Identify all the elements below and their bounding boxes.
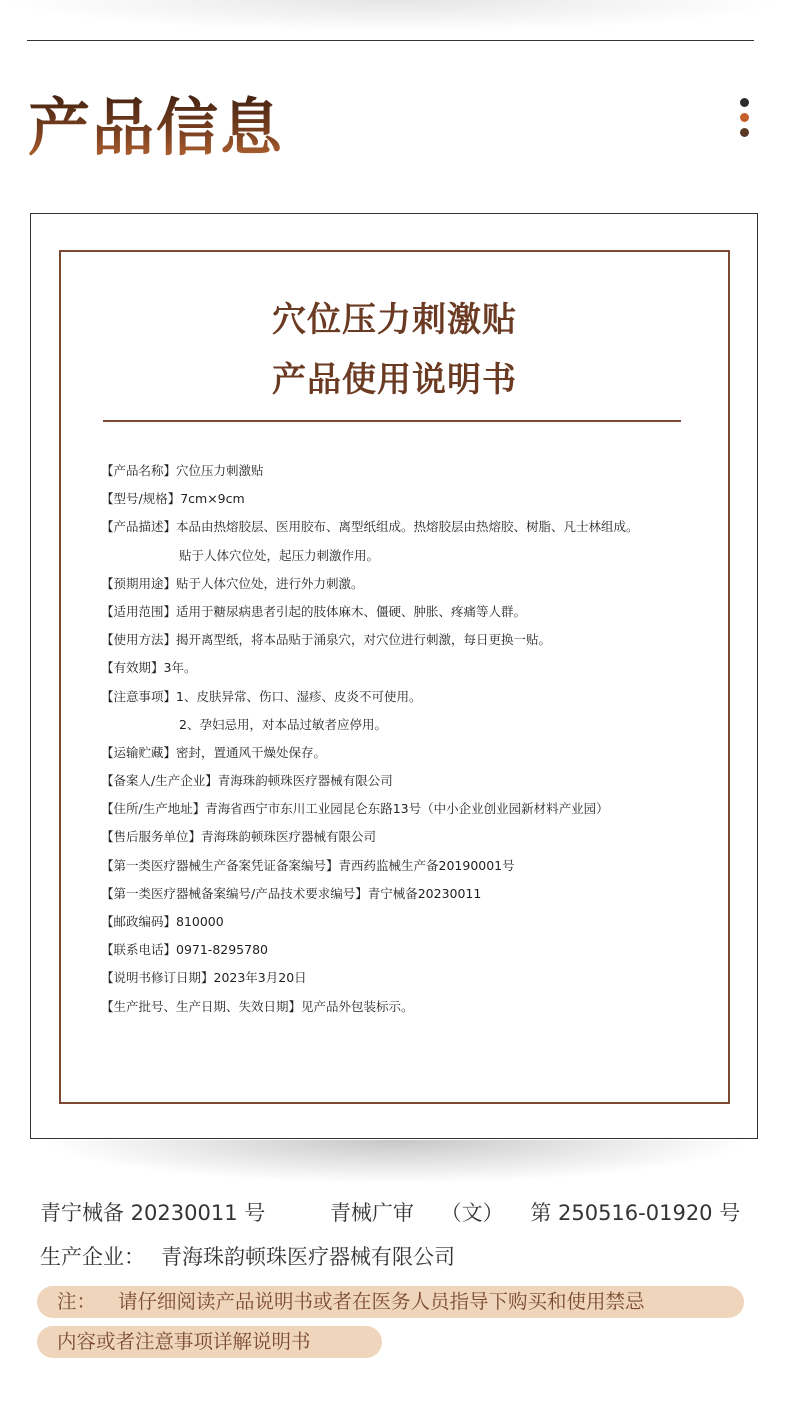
notice-banner-line2 [37,1326,382,1358]
dot-icon [740,128,749,137]
spec-row-address: 【住所/生产地址】青海省西宁市东川工业园昆仑东路13号（中小企业创业园新材料产业园） [101,801,609,817]
spec-row-intended-use: 【预期用途】贴于人体穴位处，进行外力刺激。 [101,575,364,591]
spec-row-model: 【型号/规格】7cm×9cm [101,491,245,507]
manual-spec-list [101,457,711,1021]
spec-row-storage: 【运输贮藏】密封，置通风干燥处保存。 [101,744,327,760]
spec-row-postcode: 【邮政编码】810000 [101,914,224,929]
manual-card [30,213,758,1139]
manual-inner-border [59,250,730,1104]
spec-row-description: 【产品描述】本品由热熔胶层、医用胶布、离型纸组成。热熔胶层由热熔胶、树脂、凡士林组成。 [101,519,639,535]
spec-row-production-filing: 【第一类医疗器械生产备案凭证备案编号】青西药监械生产备20190001号 [101,857,515,873]
manufacturer-label: 生产企业： [40,1245,145,1269]
spec-row-scope: 【适用范围】适用于糖尿病患者引起的肢体麻木、僵硬、肿胀、疼痛等人群。 [101,603,527,619]
spec-row-description-cont: 贴于人体穴位处，起压力刺激作用。 [179,547,380,563]
spec-row-phone: 【联系电话】0971-8295780 [101,942,268,958]
dot-icon [740,113,749,122]
ad-approval-number: 第 250516-01920 号 [530,1201,741,1225]
spec-row-product-name: 【产品名称】穴位压力刺激贴 [101,463,264,478]
card-shadow [30,1140,760,1185]
dot-icon [740,98,749,107]
spec-row-batch-info: 【生产批号、生产日期、失效日期】见产品外包装标示。 [101,998,414,1014]
manufacturer-name: 青海珠韵顿珠医疗器械有限公司 [161,1245,455,1269]
ad-approval-type: （文） [440,1201,504,1225]
spec-row-shelf-life: 【有效期】3年。 [101,660,197,676]
spec-row-registrant: 【备案人/生产企业】青海珠韵顿珠医疗器械有限公司 [101,773,393,789]
spec-row-precautions-cont: 2、孕妇忌用，对本品过敏者应停用。 [179,716,387,732]
spec-row-revision-date: 【说明书修订日期】2023年3月20日 [101,970,307,986]
more-options-icon [740,98,750,143]
filing-number: 青宁械备 20230011 号 [40,1201,266,1225]
spec-row-precautions: 【注意事项】1、皮肤异常、伤口、湿疹、皮炎不可使用。 [101,688,422,704]
notice-banner-line1 [37,1286,744,1318]
manual-title-divider [103,420,681,422]
manual-title-line2: 产品使用说明书 [272,360,517,400]
spec-row-usage: 【使用方法】揭开离型纸，将本品贴于涌泉穴，对穴位进行刺激，每日更换一贴。 [101,632,552,648]
registration-line [40,1197,740,1227]
top-shadow [0,0,790,32]
spec-row-device-filing: 【第一类医疗器械备案编号/产品技术要求编号】青宁械备20230011 [101,885,482,901]
notice-text-line1: 请仔细阅读产品说明书或者在医务人员指导下购买和使用禁忌 [118,1290,645,1313]
spec-row-after-sales: 【售后服务单位】青海珠韵顿珠医疗器械有限公司 [101,829,377,845]
notice-text-line2: 内容或者注意事项详解说明书 [57,1330,311,1353]
ad-approval-label: 青械广审 [329,1201,414,1225]
manufacturer-line [40,1241,455,1271]
manual-title-line1: 穴位压力刺激贴 [272,300,517,340]
top-divider [27,40,754,41]
section-title: 产品信息 [28,88,284,168]
notice-label: 注： [57,1290,97,1313]
